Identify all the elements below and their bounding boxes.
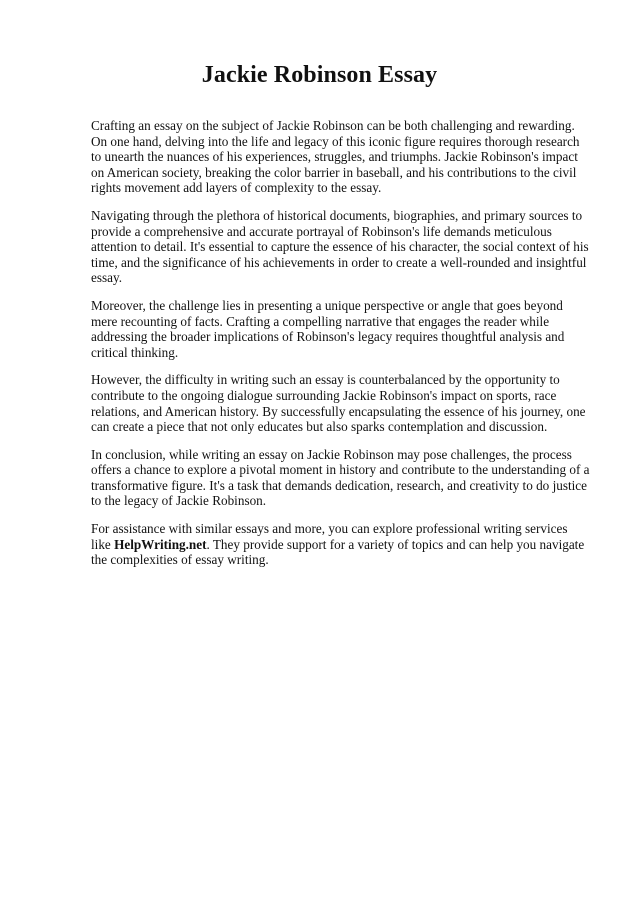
brand-name: HelpWriting.net xyxy=(114,536,207,552)
closing-text-before: For assistance with similar essays and more, you can explore professional writing services like xyxy=(91,521,568,552)
paragraph-intro: Crafting an essay on the subject of Jackie Robinson can be both challenging and rewarding. On one hand, delving into the life and legacy of this iconic figure requires thorough research to unearth the nuances of his experiences, struggles, and triumphs. Jackie Robinson's impact on American society, breaking the color barrier in baseball, and his contributions to the civil rights movement add layers of complexity to the essay. xyxy=(91,118,580,196)
paragraph-perspective: Moreover, the challenge lies in presenting a unique perspective or angle that goes beyond mere recounting of facts. Crafting a compelling narrative that engages the reader while addressing the broader implications of Robinson's legacy requires thoughtful analysis and critical thinking. xyxy=(91,297,565,360)
paragraph-research: Navigating through the plethora of historical documents, biographies, and primary sources to provide a comprehensive and accurate portrayal of Robinson's life demands meticulous attention to detail. It's essential to capture the essence of his character, the social context of his time, and the significance of his achievements in order to create a well-rounded and insightful essay. xyxy=(91,207,589,286)
essay-title: Jackie Robinson Essay xyxy=(201,62,438,88)
paragraph-closing xyxy=(91,521,590,568)
paragraph-conclusion: In conclusion, while writing an essay on Jackie Robinson may pose challenges, the process offers a chance to explore a pivotal moment in history and contribute to the understanding of a transformative figure. It's a task that demands dedication, research, and creativity to do justice to the legacy of Jackie Robinson. xyxy=(91,446,590,509)
closing-text-after: . They provide support for a variety of topics and can help you navigate the complexities of essay writing. xyxy=(91,536,585,568)
paragraph-opportunity: However, the difficulty in writing such an essay is counterbalanced by the opportunity to contribute to the ongoing dialogue surrounding Jackie Robinson's impact on sports, race relations, and American history. By successfully encapsulating the essence of his journey, one can create a piece that not only educates but also sparks contemplation and discussion. xyxy=(91,372,586,435)
